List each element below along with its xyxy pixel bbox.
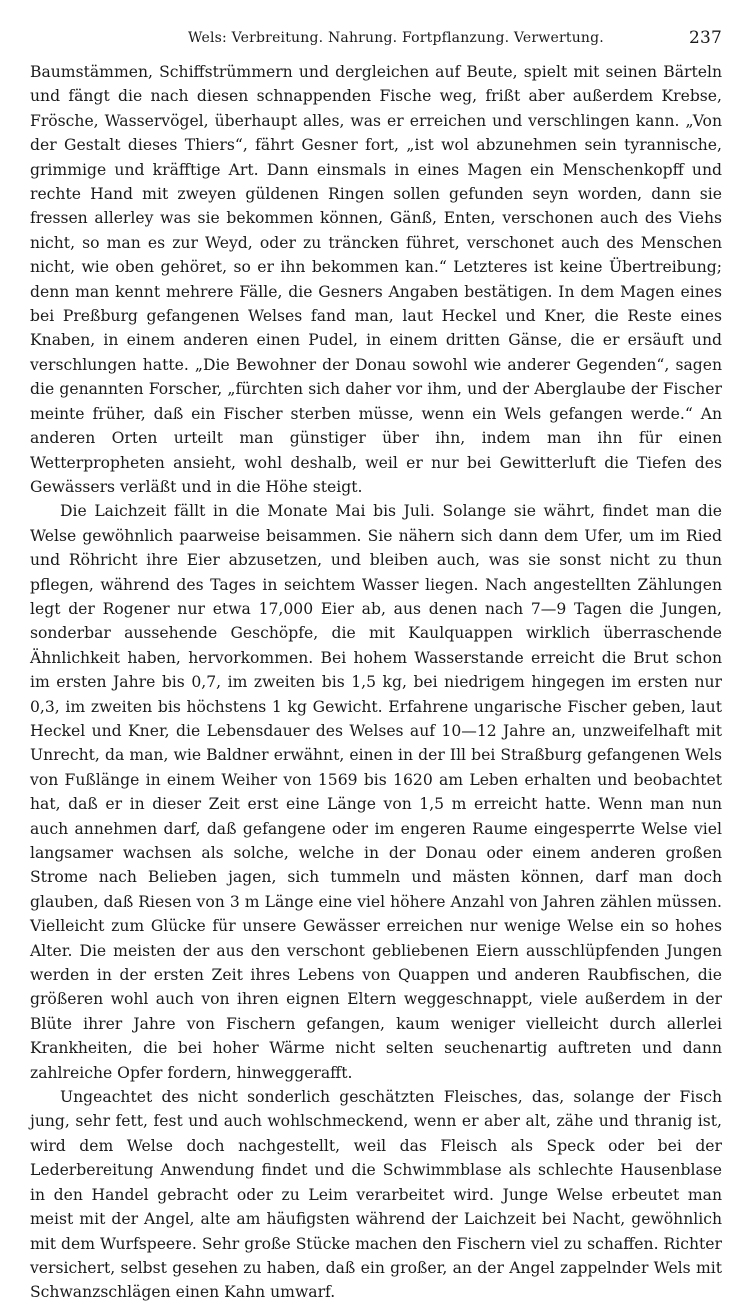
body-text bbox=[30, 60, 722, 1305]
paragraph: Baumstämmen, Schiffstrümmern und dergleichen auf Beute, spielt mit seinen Bärteln und fängt die nach diesen schnappenden Fische weg, frißt aber außerdem Krebse, Frösche, Wasservögel, überhaupt alles, was er erreichen und verschlingen kann. „Von der Gestalt dieses Thiers“, fährt Gesner fort, „ist wol abzunehmen sein tyrannische, grimmige und kräfftige Art. Dann einsmals in eines Magen ein Menschenkopff und rechte Hand mit zweyen güldenen Ringen sollen gefunden seyn worden, dann sie fressen allerley was sie bekommen können, Gänß, Enten, verschonen auch des Viehs nicht, so man es zur Weyd, oder zu träncken führet, verschonet auch des Menschen nicht, wie oben gehöret, so er ihn bekommen kan.“ Letzteres ist keine Übertreibung; denn man kennt mehrere Fälle, die Gesners Angaben bestätigen. In dem Magen eines bei Preßburg gefangenen Welses fand man, laut Heckel und Kner, die Reste eines Knaben, in einem anderen einen Pudel, in einem dritten Gänse, die er ersäuft und verschlungen hatte. „Die Bewohner der Donau sowohl wie anderer Gegenden“, sagen die genannten Forscher, „fürchten sich daher vor ihm, und der Aberglaube der Fischer meinte früher, daß ein Fischer sterben müsse, wenn ein Wels gefangen werde.“ An anderen Orten urteilt man günstiger über ihn, indem man ihn für einen Wetterpropheten ansieht, wohl deshalb, weil er nur bei Gewitterluft die Tiefen des Gewässers verläßt und in die Höhe steigt. bbox=[30, 63, 722, 496]
page-header bbox=[30, 30, 722, 56]
book-page bbox=[30, 30, 722, 1305]
paragraph: Die Laichzeit fällt in die Monate Mai bis Juli. Solange sie währt, findet man die Welse gewöhnlich paarweise beisammen. Sie nähern sich dann dem Ufer, um im Ried und Röhricht ihre Eier abzusetzen, und bleiben auch, was sie sonst nicht zu thun pflegen, während des Tages in seichtem Wasser liegen. Nach angestellten Zählungen legt der Rogener nur etwa 17,000 Eier ab, aus denen nach 7—9 Tagen die Jungen, sonderbar aussehende Geschöpfe, die mit Kaulquappen wirklich überraschende Ähnlichkeit haben, hervorkommen. Bei hohem Wasserstande erreicht die Brut schon im ersten Jahre bis 0,7, im zweiten bis 1,5 kg, bei niedrigem hingegen im ersten nur 0,3, im zweiten bis höchstens 1 kg Gewicht. Erfahrene ungarische Fischer geben, laut Heckel und Kner, die Lebensdauer des Welses auf 10—12 Jahre an, unzweifelhaft mit Unrecht, da man, wie Baldner erwähnt, einen in der Ill bei Straßburg gefangenen Wels von Fußlänge in einem Weiher von 1569 bis 1620 am Leben erhalten und beobachtet hat, daß er in dieser Zeit erst eine Länge von 1,5 m erreicht hatte. Wenn man nun auch annehmen darf, daß gefangene oder im engeren Raume eingesperrte Welse viel langsamer wachsen als solche, welche in der Donau oder einem anderen großen Strome nach Belieben jagen, sich tummeln und mästen können, darf man doch glauben, daß Riesen von 3 m Länge eine viel höhere Anzahl von Jahren zählen müssen. Vielleicht zum Glücke für unsere Gewässer erreichen nur wenige Welse ein so hohes Alter. Die meisten der aus den verschont gebliebenen Eiern ausschlüpfenden Jungen werden in der ersten Zeit ihres Lebens von Quappen und anderen Raubfischen, die größeren wohl auch von ihren eignen Eltern weggeschnappt, viele außerdem in der Blüte ihrer Jahre von Fischern gefangen, kaum weniger vielleicht durch allerlei Krankheiten, die bei hoher Wärme nicht selten seuchenartig auftreten und dann zahlreiche Opfer fordern, hinweggerafft. bbox=[30, 502, 722, 1082]
page-number: 237 bbox=[688, 28, 722, 48]
running-head: Wels: Verbreitung. Nahrung. Fortpflanzung. Verwertung. bbox=[188, 30, 604, 46]
paragraph: Ungeachtet des nicht sonderlich geschätzten Fleisches, das, solange der Fisch jung, sehr fett, fest und auch wohlschmeckend, wenn er aber alt, zähe und thranig ist, wird dem Welse doch nachgestellt, weil das Fleisch als Speck oder bei der Lederbereitung Anwendung findet und die Schwimmblase als schlechte Hausenblase in den Handel gebracht oder zu Leim verarbeitet wird. Junge Welse erbeutet man meist mit der Angel, alte am häufigsten während der Laichzeit bei Nacht, gewöhnlich mit dem Wurfspeere. Sehr große Stücke machen den Fischern viel zu schaffen. Richter versichert, selbst gesehen zu haben, daß ein großer, an der Angel zappelnder Wels mit Schwanzschlägen einen Kahn umwarf. bbox=[30, 1088, 722, 1302]
